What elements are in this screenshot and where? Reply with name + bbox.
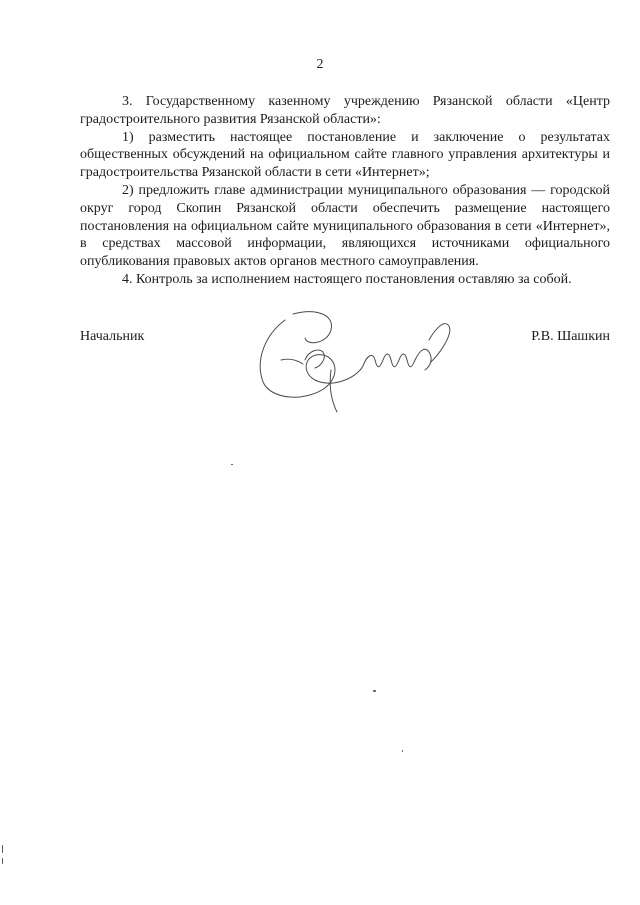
signatory-title: Начальник [80, 329, 145, 344]
signatory-name: Р.В. Шашкин [531, 329, 610, 344]
scan-speck [373, 690, 376, 692]
paragraph-item-3: 3. Государственному казенному учреждению Рязанской области «Центр градостроительного развития Рязанской области»: [80, 94, 610, 127]
page-number: 2 [316, 57, 324, 72]
handwritten-signature [245, 300, 465, 425]
scan-speck [2, 845, 3, 853]
scan-speck [2, 858, 3, 864]
paragraph-subitem-1: 1) разместить настоящее постановление и заключение о результатах общественных обсуждений на официальном сайте главного управления архитектуры и градостроительства Рязанской области в сети «Интернет»; [80, 129, 610, 181]
scan-speck [402, 750, 403, 752]
paragraph-item-4: 4. Контроль за исполнением настоящего постановления оставляю за собой. [122, 271, 572, 287]
paragraph-subitem-2: 2) предложить главе администрации муниципального образования — городской округ город Скопин Рязанской области обеспечить размещение настоящего постановления на официальном сайте муниципального образования в сети «Интернет», в средствах массовой информации, являющихся источниками официального опубликования правовых актов органов местного самоуправления. [80, 182, 610, 270]
document-body [80, 93, 610, 289]
scan-speck [231, 464, 233, 465]
